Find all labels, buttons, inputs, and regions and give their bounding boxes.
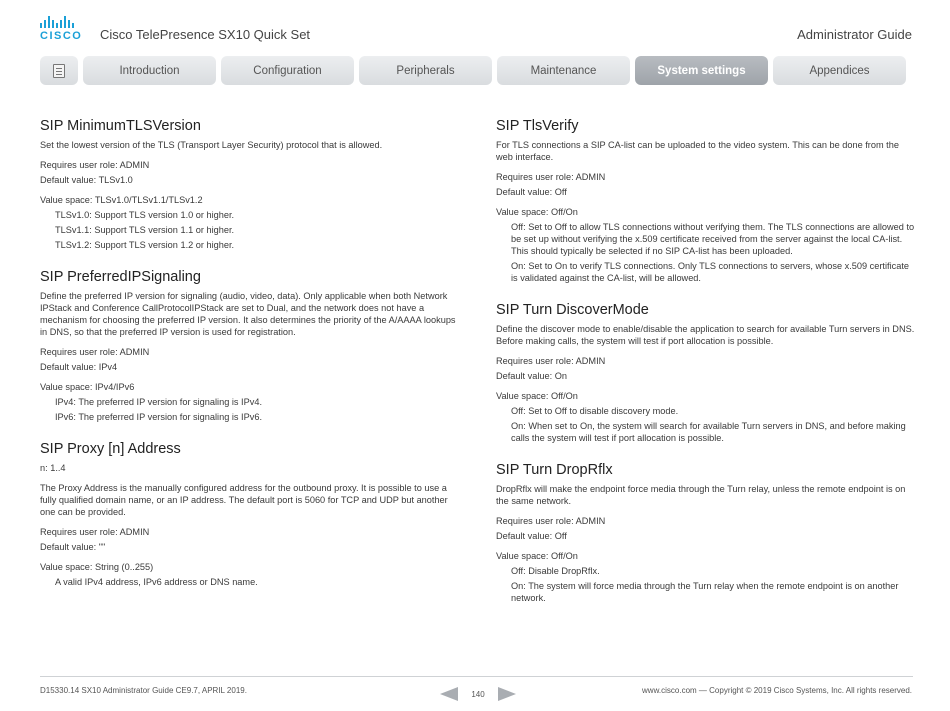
left-column: [40, 118, 460, 606]
section-title: SIP Proxy [n] Address: [40, 441, 181, 457]
value-option: TLSv1.1: Support TLS version 1.1 or higher.: [55, 225, 235, 235]
previous-page-arrow-icon[interactable]: [440, 687, 458, 701]
section-description: The Proxy Address is the manually configured address for the outbound proxy. It is possible to use a fully qualified domain name, or an IP address. The default port is 5060 for TCP and UDP but another one can be provided.: [40, 483, 448, 517]
right-column: [496, 118, 916, 622]
tab-configuration[interactable]: Configuration: [221, 56, 354, 85]
section-sip-turn-drop-rflx: [496, 462, 916, 604]
value-option: Off: Disable DropRflx.: [511, 566, 600, 576]
value-space: Value space: IPv4/IPv6: [40, 382, 135, 392]
section-title: SIP Turn DiscoverMode: [496, 302, 649, 318]
section-title: SIP TlsVerify: [496, 118, 579, 134]
value-space: Value space: Off/On: [496, 551, 578, 561]
tab-maintenance[interactable]: Maintenance: [497, 56, 630, 85]
default-value: Default value: "": [40, 542, 106, 552]
tab-bar: [40, 56, 913, 85]
value-option: A valid IPv4 address, IPv6 address or DNS name.: [55, 577, 258, 587]
footer-copyright[interactable]: www.cisco.com — Copyright © 2019 Cisco Systems, Inc. All rights reserved.: [642, 686, 912, 695]
default-value: Default value: Off: [496, 187, 567, 197]
header: [0, 0, 950, 52]
tab-contents[interactable]: [40, 56, 78, 85]
tab-system-settings[interactable]: System settings: [635, 56, 768, 85]
tab-appendices[interactable]: Appendices: [773, 56, 906, 85]
user-role: Requires user role: ADMIN: [496, 172, 606, 182]
section-description: For TLS connections a SIP CA-list can be uploaded to the video system. This can be done from the web interface.: [496, 140, 899, 162]
cisco-logo-text: CISCO: [40, 30, 83, 42]
default-value: Default value: IPv4: [40, 362, 118, 372]
default-value: Default value: Off: [496, 531, 567, 541]
tab-peripherals[interactable]: Peripherals: [359, 56, 492, 85]
value-space: Value space: TLSv1.0/TLSv1.1/TLSv1.2: [40, 195, 203, 205]
value-option: On: The system will force media through the Turn relay when the remote endpoint is on another network.: [511, 581, 899, 603]
section-sip-minimum-tls-version: [40, 118, 460, 251]
section-sip-turn-discover-mode: [496, 302, 916, 444]
user-role: Requires user role: ADMIN: [496, 356, 606, 366]
value-option: Off: Set to Off to allow TLS connections without verifying them. The TLS connections are allowed to be set up without verifying the x.509 certificate received from the server against the local CA-list. This should typically be selected if no SIP CA-list has been uploaded.: [511, 222, 915, 256]
value-option: IPv4: The preferred IP version for signaling is IPv4.: [55, 397, 262, 407]
value-option: Off: Set to Off to disable discovery mode.: [511, 406, 679, 416]
tab-introduction[interactable]: Introduction: [83, 56, 216, 85]
value-space: Value space: String (0..255): [40, 562, 154, 572]
value-option: TLSv1.2: Support TLS version 1.2 or higher.: [55, 240, 235, 250]
guide-title: Administrator Guide: [797, 27, 912, 42]
index-range: n: 1..4: [40, 463, 66, 473]
value-option: IPv6: The preferred IP version for signaling is IPv6.: [55, 412, 262, 422]
value-option: On: Set to On to verify TLS connections. Only TLS connections to servers, whose x.509 certificate is validated against the CA-list, will be allowed.: [511, 261, 909, 283]
user-role: Requires user role: ADMIN: [40, 347, 150, 357]
section-sip-tls-verify: [496, 118, 916, 284]
next-page-arrow-icon[interactable]: [498, 687, 516, 701]
user-role: Requires user role: ADMIN: [496, 516, 606, 526]
section-description: Define the preferred IP version for signaling (audio, video, data). Only applicable when both Network IPStack and Conference CallProtocolIPStack are set to Dual, and the network does not have a mechanism for choosing the preferred IP version. It also determines the priority of the A/AAAA lookups in DNS, so that the preferred IP version is used for registration.: [40, 291, 456, 337]
section-title: SIP Turn DropRflx: [496, 462, 613, 478]
cisco-logo-bars: [40, 16, 86, 28]
section-title: SIP PreferredIPSignaling: [40, 269, 201, 285]
user-role: Requires user role: ADMIN: [40, 160, 150, 170]
pager: [440, 687, 516, 701]
page-number: 140: [471, 690, 485, 699]
value-space: Value space: Off/On: [496, 207, 578, 217]
default-value: Default value: On: [496, 371, 567, 381]
section-sip-proxy-address: [40, 441, 460, 588]
user-role: Requires user role: ADMIN: [40, 527, 150, 537]
section-description: Set the lowest version of the TLS (Transport Layer Security) protocol that is allowed.: [40, 140, 383, 150]
value-option: On: When set to On, the system will search for available Turn servers in DNS, and before making calls the system will test if port allocation is possible.: [511, 421, 906, 443]
document-icon: [53, 64, 65, 78]
footer-divider: [40, 676, 913, 677]
footer-document-id: D15330.14 SX10 Administrator Guide CE9.7, APRIL 2019.: [40, 686, 247, 695]
section-sip-preferred-ip-signaling: [40, 269, 460, 423]
value-space: Value space: Off/On: [496, 391, 578, 401]
default-value: Default value: TLSv1.0: [40, 175, 133, 185]
section-description: Define the discover mode to enable/disable the application to search for available Turn servers in DNS. Before making calls, the system will test if port allocation is possible.: [496, 324, 915, 346]
cisco-logo[interactable]: [40, 16, 86, 42]
document-title: Cisco TelePresence SX10 Quick Set: [100, 27, 311, 42]
value-option: TLSv1.0: Support TLS version 1.0 or higher.: [55, 210, 235, 220]
section-description: DropRflx will make the endpoint force media through the Turn relay, unless the remote endpoint is on the same network.: [496, 484, 906, 506]
section-title: SIP MinimumTLSVersion: [40, 118, 201, 134]
